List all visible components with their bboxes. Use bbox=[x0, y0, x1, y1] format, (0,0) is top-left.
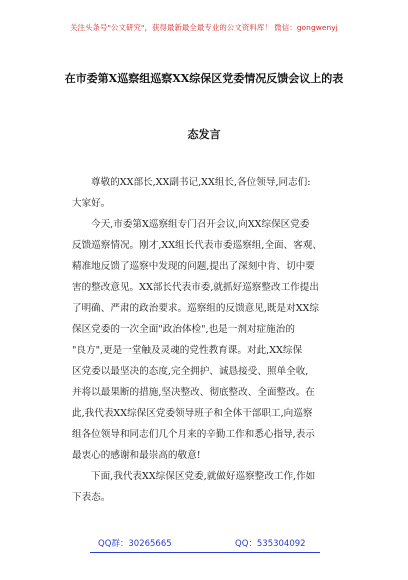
salutation-line: 尊敬的XX部长,XX副书记,XX组长,各位领导,同志们: bbox=[91, 177, 311, 188]
qq-contact-number: QQ：535304092 bbox=[235, 539, 306, 549]
paragraph-1-line-2: 反馈巡察情况。刚才,XX组长代表市委巡察组,全面、客观、 bbox=[72, 240, 323, 251]
qq-group-number: QQ群：30265665 bbox=[98, 539, 172, 549]
paragraph-2-line-1: 下面,我代表XX综保区党委,就做好巡察整改工作,作如 bbox=[91, 471, 316, 482]
paragraph-1-line-5: 了明确、严肃的政治要求。巡察组的反馈意见,既是对XX综 bbox=[72, 303, 319, 314]
paragraph-2-line-2: 下表态。 bbox=[72, 492, 111, 503]
paragraph-1-line-3: 精准地反馈了巡察中发现的问题,提出了深刻中肯、切中要 bbox=[72, 261, 315, 272]
document-body bbox=[72, 172, 344, 508]
paragraph-1-line-7: "良方",更是一堂触及灵魂的党性教育课。对此,XX综保 bbox=[72, 345, 303, 356]
footer-underline bbox=[90, 552, 320, 553]
paragraph-1-line-8: 区党委以最坚决的态度,完全拥护、诚恳接受、照单全收, bbox=[72, 366, 309, 377]
paragraph-1-line-6: 保区党委的一次全面"政治体检",也是一剂对症施治的 bbox=[72, 324, 295, 335]
document-title-line-2: 态发言 bbox=[187, 128, 221, 141]
document-title-line-1: 在市委第X巡察组巡察XX综保区党委情况反馈会议上的表 bbox=[64, 72, 344, 85]
greeting-line: 大家好。 bbox=[72, 198, 111, 209]
paragraph-1-line-9: 并将以最果断的措施,坚决整改、彻底整改、全面整改。在 bbox=[72, 387, 315, 398]
paragraph-1-line-1: 今天,市委第X巡察组专门召开会议,向XX综保区党委 bbox=[91, 219, 310, 230]
paragraph-1-line-12: 最衷心的感谢和最崇高的敬意! bbox=[72, 450, 201, 461]
header-banner: 关注头条号"公文研究"，获得最新最全最专业的公文资料库！ 微信：gongwenyj bbox=[70, 23, 338, 32]
paragraph-1-line-11: 组各位领导和同志们几个月来的辛勤工作和悉心指导,表示 bbox=[72, 429, 315, 440]
paragraph-1-line-10: 此,我代表XX综保区党委领导班子和全体干部职工,向巡察 bbox=[72, 408, 313, 419]
footer bbox=[0, 537, 408, 551]
paragraph-1-line-4: 害的整改意见。XX部长代表市委,就抓好巡察整改工作提出 bbox=[72, 282, 319, 293]
